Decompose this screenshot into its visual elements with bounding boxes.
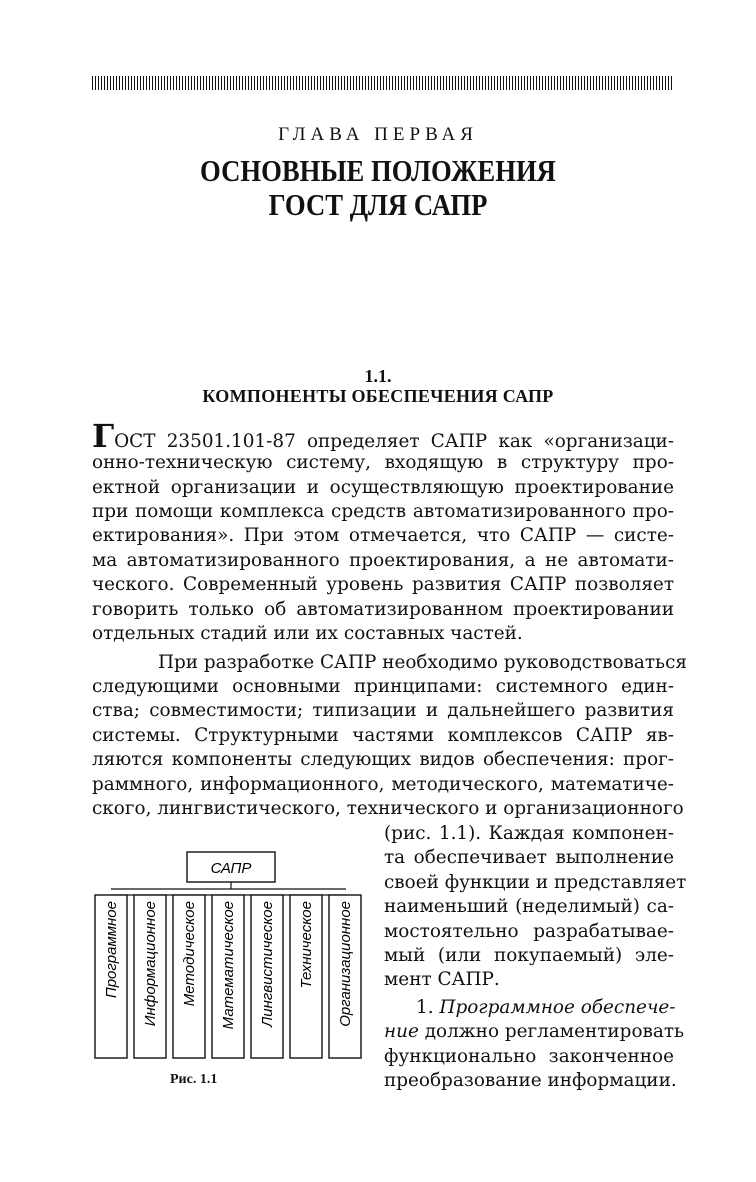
chapter-label: ГЛАВА ПЕРВАЯ xyxy=(278,124,478,145)
para1-line-8: говорить только об автоматизированном проектировании xyxy=(92,599,674,620)
para2-right-line-7: мент САПР. xyxy=(384,969,500,990)
para3-line-4: преобразование информации. xyxy=(384,1070,677,1091)
diagram-component-label: Организационное xyxy=(337,901,354,1027)
diagram-component-label: Программное xyxy=(103,901,120,999)
para1-line-1: ГОСТ 23501.101-87 определяет САПР как «организаци- xyxy=(92,417,674,455)
para2-line-3: ства; совместимости; типизации и дальнейшего развития xyxy=(92,700,674,721)
para1-line-4: при помощи комплекса средств автоматизированного про- xyxy=(92,501,674,522)
section-number: 1.1. xyxy=(364,366,392,386)
para2-right-line-6: мый (или покупаемый) эле- xyxy=(384,945,674,966)
diagram-component-label: Техническое xyxy=(298,901,315,989)
figure-caption: Рис. 1.1 xyxy=(170,1072,218,1087)
chapter-title-line-2: ГОСТ ДЛЯ САПР xyxy=(268,187,488,222)
diagram-component-label: Методическое xyxy=(181,901,198,1007)
diagram-component-label: Лингвистическое xyxy=(259,901,276,1027)
chapter-title-line-1: ОСНОВНЫЕ ПОЛОЖЕНИЯ xyxy=(200,153,556,188)
para3-line-1: 1. Программное обеспече- xyxy=(416,997,676,1018)
figure-sapr-diagram xyxy=(92,846,368,1066)
para2-right-line-4: наименьший (неделимый) са- xyxy=(384,896,674,917)
diagram-component-label: Математическое xyxy=(220,901,237,1030)
diagram-root-label: САПР xyxy=(210,860,252,877)
para2-line-4: системы. Структурными частями комплексов САПР яв- xyxy=(92,725,674,746)
para2-right-line-3: своей функции и представляет xyxy=(384,872,687,893)
para2-line-6: раммного, информационного, методического, математиче- xyxy=(92,774,674,795)
para3-line-2: ние должно регламентировать xyxy=(384,1021,685,1042)
diagram-components xyxy=(95,895,361,1058)
para1-line-2: онно-техническую систему, входящую в структуру про- xyxy=(92,452,674,473)
chapter-title xyxy=(53,154,703,222)
dropcap: Г xyxy=(92,417,115,455)
para1-line-3: ектной организации и осуществляющую проектирование xyxy=(92,477,674,498)
para2-right-line-2: та обеспечивает выполнение xyxy=(384,847,674,868)
para2-right-line-1: (рис. 1.1). Каждая компонен- xyxy=(384,823,674,844)
diagram-component-label: Информационное xyxy=(142,901,159,1027)
header-rule xyxy=(92,76,674,90)
para1-line-9: отдельных стадий или их составных частей. xyxy=(92,623,523,644)
para2-line-7: ского, лингвистического, технического и организационного xyxy=(92,798,684,819)
section-title: КОМПОНЕНТЫ ОБЕСПЕЧЕНИЯ САПР xyxy=(202,386,554,406)
para1-line-6: ма автоматизированного проектирования, а не автомати- xyxy=(92,550,674,571)
para2-line-5: ляются компоненты следующих видов обеспечения: прог- xyxy=(92,749,674,770)
para2-line-1: При разработке САПР необходимо руководствоваться xyxy=(158,652,687,673)
para1-line-5: ектирования». При этом отмечается, что САПР — систе- xyxy=(92,525,674,546)
para3-line-3: функционально законченное xyxy=(384,1046,674,1067)
para2-right-line-5: мостоятельно разрабатывае- xyxy=(384,921,674,942)
para2-line-2: следующими основными принципами: системного един- xyxy=(92,676,674,697)
para1-line-7: ческого. Современный уровень развития САПР позволяет xyxy=(92,574,674,595)
